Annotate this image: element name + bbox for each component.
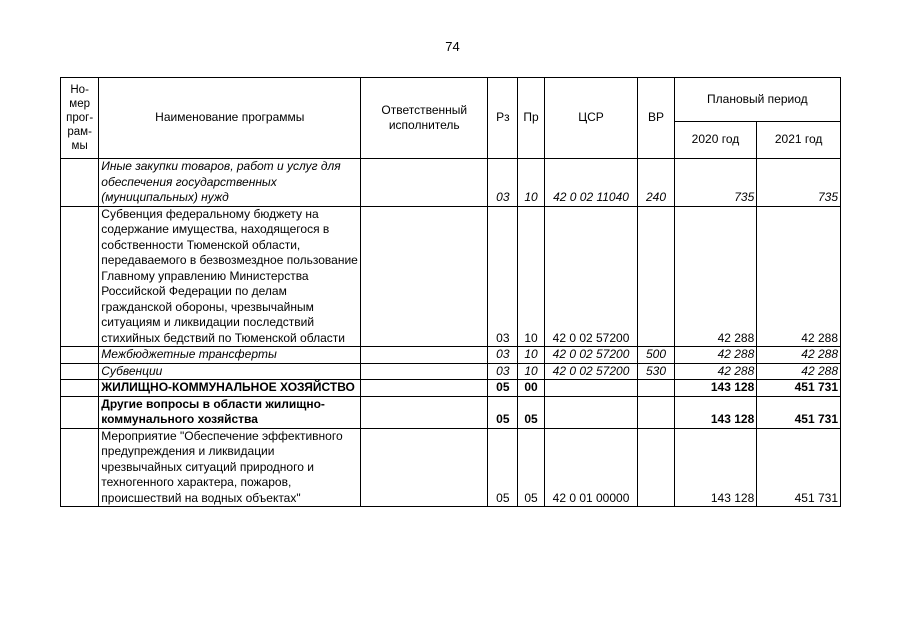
header-vr: ВР — [638, 78, 674, 159]
cell-vr: 240 — [638, 159, 674, 207]
cell-executor — [361, 396, 488, 428]
header-program-name: Наименование программы — [99, 78, 361, 159]
cell-year-2020: 42 288 — [674, 363, 757, 380]
cell-csr — [544, 396, 638, 428]
cell-csr: 42 0 02 57200 — [544, 206, 638, 347]
cell-vr — [638, 206, 674, 347]
cell-vr — [638, 380, 674, 397]
cell-program-number — [61, 428, 99, 507]
cell-program-number — [61, 206, 99, 347]
cell-rz: 03 — [488, 347, 518, 364]
cell-year-2021: 451 731 — [757, 428, 841, 507]
table-row — [61, 380, 841, 397]
cell-program-name: Мероприятие "Обеспечение эффективного предупреждения и ликвидации чрезвычайных ситуаций природного и техногенного характера, пожаров, происшествий на водных объектах" — [99, 428, 361, 507]
cell-pr: 00 — [518, 380, 544, 397]
cell-executor — [361, 159, 488, 207]
cell-csr: 42 0 02 57200 — [544, 363, 638, 380]
cell-year-2020: 42 288 — [674, 206, 757, 347]
header-executor: Ответственный исполнитель — [361, 78, 488, 159]
header-planned-period: Плановый период — [674, 78, 840, 122]
cell-executor — [361, 428, 488, 507]
cell-year-2021: 42 288 — [757, 347, 841, 364]
table-row — [61, 159, 841, 207]
cell-program-number — [61, 396, 99, 428]
cell-year-2020: 42 288 — [674, 347, 757, 364]
cell-program-name: Другие вопросы в области жилищно-коммунального хозяйства — [99, 396, 361, 428]
cell-csr: 42 0 02 11040 — [544, 159, 638, 207]
cell-program-name: Субвенция федеральному бюджету на содержание имущества, находящегося в собственности Тюменской области, передаваемого в безвозмездное пользование Главному управлению Министерства Российской Федерации по делам гражданской обороны, чрезвычайным ситуациям и ликвидации последствий стихийных бедствий по Тюменской области — [99, 206, 361, 347]
cell-rz: 03 — [488, 363, 518, 380]
table-row — [61, 363, 841, 380]
cell-program-number — [61, 347, 99, 364]
cell-program-name: ЖИЛИЩНО-КОММУНАЛЬНОЕ ХОЗЯЙСТВО — [99, 380, 361, 397]
cell-rz: 05 — [488, 396, 518, 428]
table-row — [61, 396, 841, 428]
header-year-2021: 2021 год — [757, 122, 841, 159]
cell-year-2021: 42 288 — [757, 363, 841, 380]
cell-pr: 10 — [518, 347, 544, 364]
header-program-number: Но- мер прог- рам- мы — [61, 78, 99, 159]
cell-vr — [638, 428, 674, 507]
header-csr: ЦСР — [544, 78, 638, 159]
cell-year-2021: 735 — [757, 159, 841, 207]
cell-executor — [361, 347, 488, 364]
cell-executor — [361, 363, 488, 380]
cell-pr: 10 — [518, 363, 544, 380]
cell-program-name: Межбюджетные трансферты — [99, 347, 361, 364]
header-rz: Рз — [488, 78, 518, 159]
cell-rz: 03 — [488, 159, 518, 207]
cell-executor — [361, 206, 488, 347]
cell-rz: 03 — [488, 206, 518, 347]
cell-vr: 500 — [638, 347, 674, 364]
table-row — [61, 428, 841, 507]
table-header — [61, 78, 841, 159]
cell-year-2021: 451 731 — [757, 396, 841, 428]
cell-pr: 10 — [518, 206, 544, 347]
cell-pr: 05 — [518, 396, 544, 428]
cell-executor — [361, 380, 488, 397]
cell-rz: 05 — [488, 380, 518, 397]
cell-program-name: Иные закупки товаров, работ и услуг для обеспечения государственных (муниципальных) нужд — [99, 159, 361, 207]
cell-program-number — [61, 159, 99, 207]
cell-csr: 42 0 01 00000 — [544, 428, 638, 507]
header-pr: Пр — [518, 78, 544, 159]
cell-year-2020: 143 128 — [674, 380, 757, 397]
cell-year-2021: 451 731 — [757, 380, 841, 397]
cell-vr — [638, 396, 674, 428]
cell-rz: 05 — [488, 428, 518, 507]
cell-csr: 42 0 02 57200 — [544, 347, 638, 364]
cell-year-2021: 42 288 — [757, 206, 841, 347]
cell-year-2020: 143 128 — [674, 428, 757, 507]
table-body — [61, 159, 841, 507]
table-row — [61, 347, 841, 364]
header-year-2020: 2020 год — [674, 122, 757, 159]
cell-program-number — [61, 380, 99, 397]
table-row — [61, 206, 841, 347]
cell-year-2020: 143 128 — [674, 396, 757, 428]
cell-csr — [544, 380, 638, 397]
cell-program-name: Субвенции — [99, 363, 361, 380]
cell-pr: 05 — [518, 428, 544, 507]
budget-table — [60, 77, 841, 507]
cell-vr: 530 — [638, 363, 674, 380]
page-number: 74 — [445, 39, 460, 54]
cell-program-number — [61, 363, 99, 380]
cell-pr: 10 — [518, 159, 544, 207]
cell-year-2020: 735 — [674, 159, 757, 207]
